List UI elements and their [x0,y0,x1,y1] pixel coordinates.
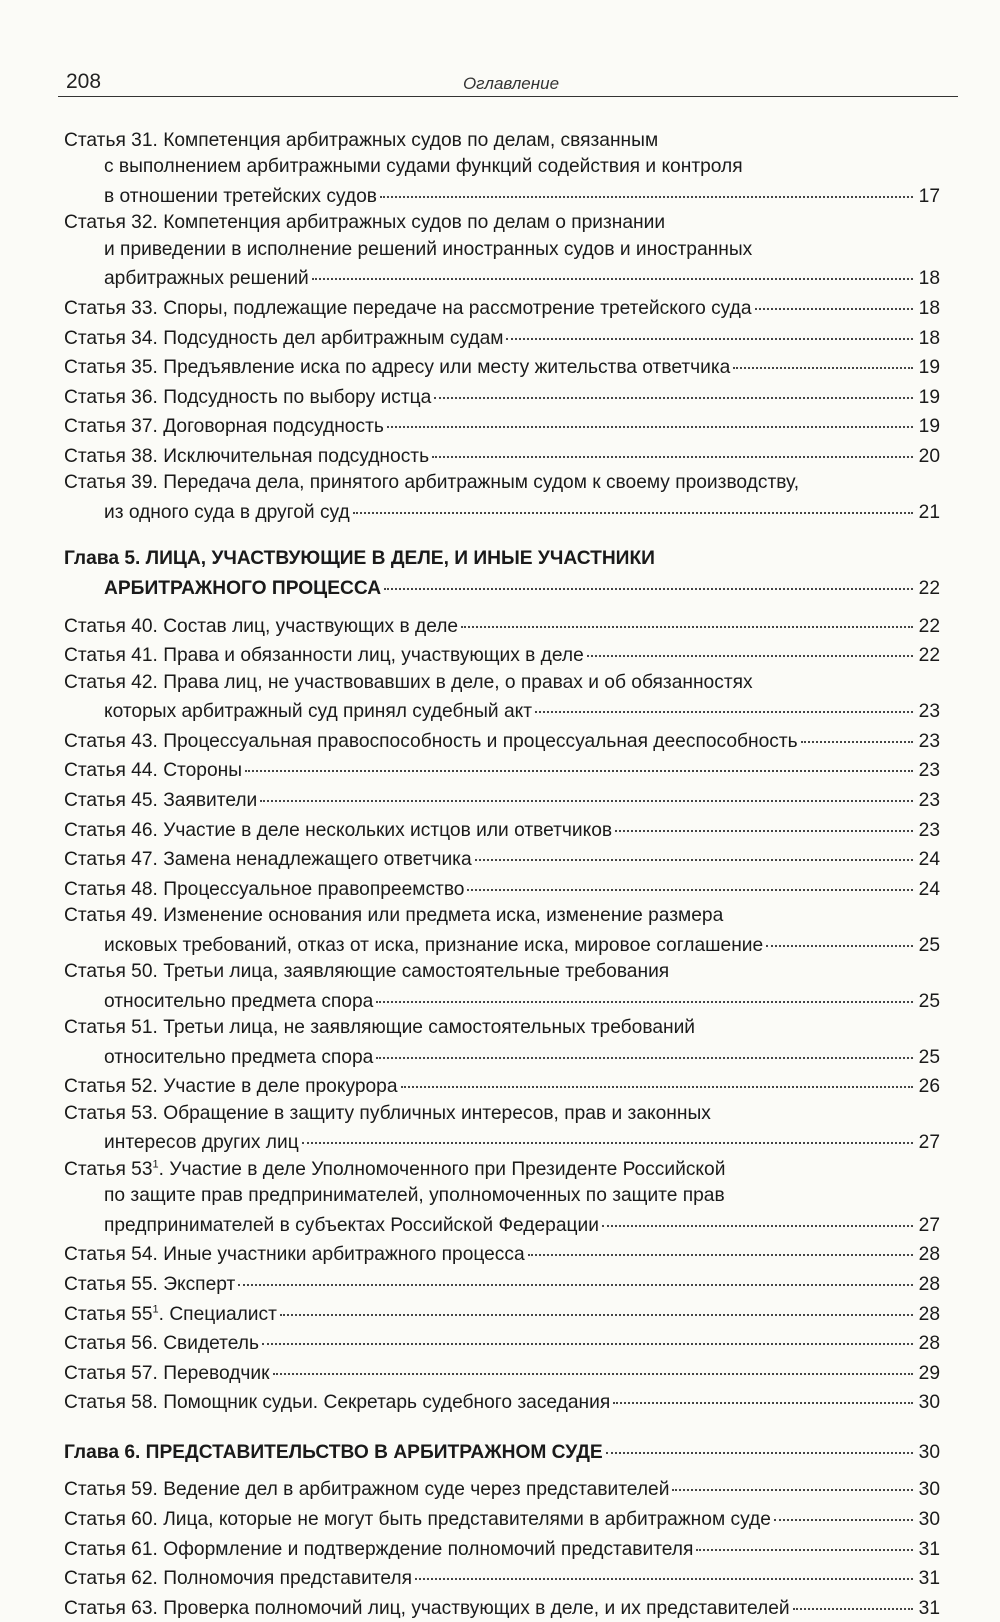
dot-leader [606,1433,913,1454]
entry-text: Статья 47. Замена ненадлежащего ответчика [64,849,472,871]
entry-text: Статья 46. Участие в деле нескольких истцов или ответчиков [64,819,613,841]
page-ref: 29 [918,1362,940,1384]
page-ref: 28 [918,1244,940,1266]
dot-leader [415,1559,913,1580]
entry-text: Статья 52. Участие в деле прокурора [64,1076,398,1098]
entry-text: Статья $55^1$. Специалист [64,1303,277,1325]
toc-entry[interactable] [64,1015,940,1071]
entry-text: Статья 38. Исключительная подсудность [64,445,430,467]
running-title: Оглавление [462,74,560,93]
toc-entry[interactable] [64,903,940,959]
page-ref: 27 [918,1132,940,1154]
header-rule [58,96,958,97]
entry-text: Статья 56. Свидетель [64,1333,259,1355]
dot-leader [312,259,913,280]
entry-text: Статья 60. Лица, которые не могут быть представителями в арбитражном суде [64,1509,771,1531]
entry-text: Статья 61. Оформление и подтверждение полномочий представителя [64,1538,694,1560]
page-ref: 28 [918,1333,940,1355]
page-ref: 31 [918,1568,940,1590]
toc-entry[interactable] [64,128,940,210]
dot-leader [353,493,913,514]
page-ref: 19 [918,386,940,408]
dot-leader [273,1354,913,1375]
dot-leader [587,636,913,657]
page-ref: 28 [918,1303,940,1325]
dot-leader [432,437,913,458]
dot-leader [376,1038,913,1059]
dot-leader [467,870,913,891]
entry-text: Статья 35. Предъявление иска по адресу или месту жительства ответчика [64,357,731,379]
entry-text: АРБИТРАЖНОГО ПРОЦЕССА [104,577,382,599]
entry-text: Статья 45. Заявители [64,789,258,811]
entry-text: Статья 54. Иные участники арбитражного процесса [64,1244,525,1266]
dot-leader [280,1294,913,1315]
dot-leader [401,1067,913,1088]
dot-leader [376,982,913,1003]
entry-text: Статья 40. Состав лиц, участвующих в деле [64,615,459,637]
dot-leader [755,289,914,310]
dot-leader [528,1235,913,1256]
dot-leader [733,348,913,369]
dot-leader [302,1123,913,1144]
page-ref: 18 [918,298,940,319]
page-ref: 23 [918,701,940,723]
page-ref: 30 [918,1441,940,1463]
toc-entry[interactable] [64,470,940,526]
dot-leader [535,692,913,713]
entry-text: Статья 39. Передача дела, принятого арбитражным судом к своему производству, [64,472,800,494]
entry-text: Статья 44. Стороны [64,760,243,782]
entry-text: Статья 62. Полномочия представителя [64,1568,413,1590]
page-ref: 19 [918,416,940,438]
page-ref: 24 [918,849,940,871]
toc-entry[interactable] [64,959,940,1015]
entry-text: Статья 48. Процессуальное правопреемство [64,878,465,900]
page-ref: 18 [918,268,940,290]
entry-text: Глава 6. ПРЕДСТАВИТЕЛЬСТВО В АРБИТРАЖНОМ СУДЕ [64,1441,603,1463]
entry-text: в отношении третейских судов [104,186,377,207]
dot-leader [461,606,913,627]
dot-leader [262,1324,913,1345]
page-ref: 30 [918,1479,940,1501]
page-ref: 19 [918,357,940,379]
entry-text: Статья 59. Ведение дел в арбитражном суде через представителей [64,1479,670,1501]
entry-text: Глава 5. ЛИЦА, УЧАСТВУЮЩИЕ В ДЕЛЕ, И ИНЫЕ УЧАСТНИКИ [64,548,655,570]
dot-leader [602,1206,913,1227]
entry-text: Статья 34. Подсудность дел арбитражным судам [64,327,504,349]
dot-leader [506,318,913,339]
dot-leader [696,1529,913,1550]
page-ref: 25 [918,1046,940,1068]
dot-leader [387,407,913,428]
dot-leader [766,926,913,947]
page-ref: 23 [918,730,940,752]
entry-text: из одного суда в другой суд [104,501,350,523]
toc-entry[interactable] [64,1101,940,1157]
page-ref: 23 [918,819,940,841]
entry-text: Статья 31. Компетенция арбитражных судов по делам, связанным [64,130,659,151]
toc-entry[interactable] [64,1387,940,1417]
entry-text: исковых требований, отказ от иска, признание иска, мировое соглашение [104,934,764,956]
page-ref: 17 [918,186,940,207]
dot-leader [801,722,913,743]
toc-entry[interactable] [64,441,940,471]
chapter-entry[interactable] [64,1437,940,1467]
page-header [66,68,956,104]
entry-text: Статья 58. Помощник судьи. Секретарь судебного заседания [64,1392,611,1414]
dot-leader [615,810,913,831]
page-ref: 25 [918,934,940,956]
chapter-entry[interactable] [64,546,940,602]
superscript: 1 [152,1303,159,1316]
entry-text: Статья 57. Переводчик [64,1362,270,1384]
page-ref: 22 [918,615,940,637]
dot-leader [260,781,913,802]
entry-text: Статья 36. Подсудность по выбору истца [64,386,432,408]
entry-text: Статья 49. Изменение основания или предмета иска, изменение размера [64,905,724,927]
page-ref: 20 [918,445,940,467]
entry-text: по защите прав предпринимателей, уполномоченных по защите прав [104,1185,725,1207]
entry-text: предпринимателей в субъектах Российской Федерации [104,1214,599,1236]
page-ref: 30 [918,1392,940,1414]
entry-text: Статья 37. Договорная подсудность [64,416,384,438]
dot-leader [245,751,913,772]
entry-text: Статья 50. Третьи лица, заявляющие самостоятельные требования [64,961,670,983]
entry-text: Статья 43. Процессуальная правоспособность и процессуальная дееспособность [64,730,798,752]
page-ref: 23 [918,760,940,782]
entry-text: Статья 41. Права и обязанности лиц, участвующих в деле [64,645,584,667]
page-ref: 31 [918,1597,940,1619]
page-number: 208 [66,70,102,93]
superscript: 1 [152,1158,159,1171]
dot-leader [793,1589,913,1610]
entry-text: Статья 32. Компетенция арбитражных судов по делам о признании [64,212,666,234]
page-ref: 27 [918,1214,940,1236]
page-ref: 25 [918,990,940,1012]
entry-text: с выполнением арбитражными судами функций содействия и контроля [104,156,743,178]
entry-text: Статья 51. Третьи лица, не заявляющие самостоятельных требований [64,1017,696,1039]
dot-leader [613,1383,913,1404]
dot-leader [434,378,913,399]
entry-text: арбитражных решений [104,268,309,290]
page-ref: 31 [918,1538,940,1560]
entry-text: Статья 63. Проверка полномочий лиц, участвующих в деле, и их представителей [64,1597,790,1619]
dot-leader [384,569,913,590]
page-ref: 30 [918,1509,940,1531]
dot-leader [475,840,913,861]
dot-leader [238,1265,913,1286]
toc-entry[interactable] [64,210,940,292]
page-ref: 21 [918,501,940,523]
entry-text: относительно предмета спора [104,1046,374,1068]
page-ref: 28 [918,1273,940,1295]
table-of-contents [64,128,940,1622]
toc-entry[interactable] [64,1157,940,1239]
toc-entry[interactable] [64,670,940,726]
dot-leader [380,177,913,198]
page-ref: 22 [918,645,940,667]
entry-text: которых арбитражный суд принял судебный акт [104,701,533,723]
entry-text: интересов других лиц [104,1132,299,1154]
toc-entry[interactable] [64,1593,940,1622]
entry-text: Статья 53. Обращение в защиту публичных интересов, прав и законных [64,1102,711,1124]
toc-entry[interactable] [64,874,940,904]
entry-text: Статья 55. Эксперт [64,1273,236,1295]
toc-entry[interactable] [64,640,940,670]
dot-leader [774,1500,913,1521]
toc-entry[interactable] [64,1071,940,1101]
page-ref: 23 [918,789,940,811]
page-ref: 26 [918,1076,940,1098]
entry-text: Статья 42. Права лиц, не участвовавших в деле, о правах и об обязанностях [64,671,753,693]
page-ref: 18 [918,327,940,349]
dot-leader [672,1470,913,1491]
entry-text: Статья $53^1$. Участие в деле Уполномоченного при Президенте Российской [64,1158,726,1180]
page-ref: 22 [918,577,940,599]
entry-text: и приведении в исполнение решений иностранных судов и иностранных [104,238,753,260]
entry-text: относительно предмета спора [104,990,374,1012]
entry-text: Статья 33. Споры, подлежащие передаче на рассмотрение третейского суда [64,298,752,319]
page-ref: 24 [918,878,940,900]
